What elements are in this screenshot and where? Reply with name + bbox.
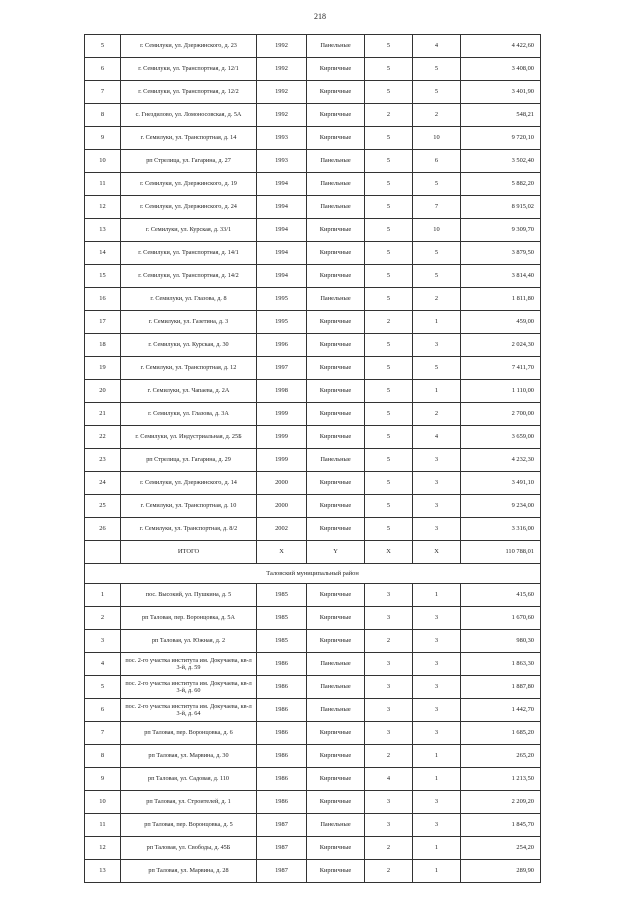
material-cell: Кирпичные: [307, 607, 365, 630]
entrances-cell: 2: [413, 403, 461, 426]
row-number: 4: [85, 653, 121, 676]
entrances-cell: 1: [413, 768, 461, 791]
address-cell: г. Семилуки, ул. Транспортная, д. 10: [121, 495, 257, 518]
floors-cell: 5: [365, 380, 413, 403]
year-cell: 1985: [257, 607, 307, 630]
area-cell: 5 882,20: [461, 173, 541, 196]
address-cell: г. Семилуки, ул. Дзержинского, д. 14: [121, 472, 257, 495]
year-cell: 1985: [257, 584, 307, 607]
floors-cell: 3: [365, 676, 413, 699]
table-row: [85, 127, 541, 150]
table-row: [85, 58, 541, 81]
entrances-cell: 3: [413, 791, 461, 814]
floors-cell: 5: [365, 173, 413, 196]
address-cell: г. Семилуки, ул. Дзержинского, д. 23: [121, 35, 257, 58]
floors-cell: 3: [365, 653, 413, 676]
material-cell: Кирпичные: [307, 791, 365, 814]
year-cell: 1986: [257, 699, 307, 722]
year-cell: 1992: [257, 58, 307, 81]
area-cell: 1 110,00: [461, 380, 541, 403]
row-number: 25: [85, 495, 121, 518]
material-cell: Кирпичные: [307, 518, 365, 541]
table-row: [85, 630, 541, 653]
year-cell: 1994: [257, 173, 307, 196]
table-row: [85, 288, 541, 311]
address-cell: г. Семилуки, ул. Индустриальная, д. 25Б: [121, 426, 257, 449]
area-cell: 9 309,70: [461, 219, 541, 242]
year-cell: 2000: [257, 472, 307, 495]
area-cell: 9 720,10: [461, 127, 541, 150]
entrances-cell: 1: [413, 860, 461, 883]
table-row: [85, 814, 541, 837]
year-cell: 1987: [257, 860, 307, 883]
material-cell: Кирпичные: [307, 58, 365, 81]
area-cell: 459,00: [461, 311, 541, 334]
total-empty: [85, 541, 121, 564]
address-cell: г. Семилуки, ул. Чапаева, д. 2А: [121, 380, 257, 403]
area-cell: 3 316,00: [461, 518, 541, 541]
material-cell: Кирпичные: [307, 768, 365, 791]
table-row: [85, 35, 541, 58]
entrances-cell: 5: [413, 357, 461, 380]
year-cell: 1987: [257, 814, 307, 837]
area-cell: 1 213,50: [461, 768, 541, 791]
table-row: [85, 860, 541, 883]
address-cell: с. Гнездилово, ул. Ломоносовская, д. 5А: [121, 104, 257, 127]
material-cell: Кирпичные: [307, 630, 365, 653]
address-cell: рп Таловая, пер. Воронцовка, д. 6: [121, 722, 257, 745]
area-cell: 1 845,70: [461, 814, 541, 837]
row-number: 9: [85, 127, 121, 150]
area-cell: 2 024,30: [461, 334, 541, 357]
material-cell: Кирпичные: [307, 495, 365, 518]
table-row: [85, 584, 541, 607]
area-cell: 3 879,50: [461, 242, 541, 265]
material-cell: Кирпичные: [307, 265, 365, 288]
year-cell: 1993: [257, 150, 307, 173]
material-cell: Панельные: [307, 173, 365, 196]
floors-cell: 3: [365, 814, 413, 837]
address-cell: г. Семилуки, ул. Транспортная, д. 12/1: [121, 58, 257, 81]
table-row: [85, 242, 541, 265]
row-number: 10: [85, 150, 121, 173]
material-cell: Кирпичные: [307, 81, 365, 104]
entrances-cell: 6: [413, 150, 461, 173]
address-cell: пос. 2-го участка института им. Докучаева, кв-л 3-й, д. 59: [121, 653, 257, 676]
year-cell: 1999: [257, 403, 307, 426]
table-row: [85, 472, 541, 495]
floors-cell: 5: [365, 357, 413, 380]
table-row: [85, 426, 541, 449]
address-cell: пос. Высокий, ул. Пушкина, д. 5: [121, 584, 257, 607]
material-cell: Панельные: [307, 676, 365, 699]
material-cell: Кирпичные: [307, 837, 365, 860]
year-cell: 1987: [257, 837, 307, 860]
page-number: 218: [314, 12, 326, 21]
entrances-cell: 10: [413, 127, 461, 150]
row-number: 8: [85, 745, 121, 768]
table-row: [85, 791, 541, 814]
year-cell: 1994: [257, 219, 307, 242]
floors-cell: 5: [365, 150, 413, 173]
area-cell: 1 887,80: [461, 676, 541, 699]
section-row: [85, 564, 541, 584]
total-entrances: X: [413, 541, 461, 564]
year-cell: 1997: [257, 357, 307, 380]
area-cell: 9 234,00: [461, 495, 541, 518]
year-cell: 1986: [257, 722, 307, 745]
total-floors: X: [365, 541, 413, 564]
material-cell: Кирпичные: [307, 426, 365, 449]
entrances-cell: 2: [413, 288, 461, 311]
floors-cell: 5: [365, 449, 413, 472]
address-cell: г. Семилуки, ул. Глазова, д. 8: [121, 288, 257, 311]
address-cell: г. Семилуки, ул. Дзержинского, д. 19: [121, 173, 257, 196]
entrances-cell: 1: [413, 745, 461, 768]
material-cell: Кирпичные: [307, 104, 365, 127]
table-row: [85, 676, 541, 699]
floors-cell: 5: [365, 219, 413, 242]
table-row: [85, 699, 541, 722]
entrances-cell: 3: [413, 814, 461, 837]
row-number: 12: [85, 196, 121, 219]
row-number: 22: [85, 426, 121, 449]
entrances-cell: 7: [413, 196, 461, 219]
row-number: 8: [85, 104, 121, 127]
table-row: [85, 81, 541, 104]
year-cell: 1994: [257, 242, 307, 265]
row-number: 12: [85, 837, 121, 860]
row-number: 24: [85, 472, 121, 495]
row-number: 15: [85, 265, 121, 288]
entrances-cell: 5: [413, 173, 461, 196]
total-area: 110 788,01: [461, 541, 541, 564]
area-cell: 1 442,70: [461, 699, 541, 722]
area-cell: 415,60: [461, 584, 541, 607]
floors-cell: 5: [365, 81, 413, 104]
row-number: 6: [85, 699, 121, 722]
area-cell: 289,90: [461, 860, 541, 883]
entrances-cell: 3: [413, 722, 461, 745]
material-cell: Кирпичные: [307, 860, 365, 883]
floors-cell: 3: [365, 791, 413, 814]
floors-cell: 5: [365, 127, 413, 150]
area-cell: 3 408,00: [461, 58, 541, 81]
area-cell: 265,20: [461, 745, 541, 768]
table-row: [85, 265, 541, 288]
address-cell: пос. 2-го участка института им. Докучаева, кв-л 3-й, д. 60: [121, 676, 257, 699]
year-cell: 1992: [257, 35, 307, 58]
table-row: [85, 173, 541, 196]
row-number: 20: [85, 380, 121, 403]
row-number: 21: [85, 403, 121, 426]
address-cell: рп Таловая, ул. Строителей, д. 1: [121, 791, 257, 814]
entrances-cell: 3: [413, 653, 461, 676]
row-number: 7: [85, 722, 121, 745]
floors-cell: 5: [365, 288, 413, 311]
material-cell: Кирпичные: [307, 311, 365, 334]
area-cell: 1 811,80: [461, 288, 541, 311]
table-row: [85, 837, 541, 860]
row-number: 23: [85, 449, 121, 472]
entrances-cell: 3: [413, 676, 461, 699]
area-cell: 4 232,30: [461, 449, 541, 472]
area-cell: 2 700,00: [461, 403, 541, 426]
area-cell: 548,21: [461, 104, 541, 127]
material-cell: Панельные: [307, 35, 365, 58]
floors-cell: 5: [365, 58, 413, 81]
material-cell: Кирпичные: [307, 334, 365, 357]
area-cell: 3 401,90: [461, 81, 541, 104]
year-cell: 1994: [257, 265, 307, 288]
year-cell: 1986: [257, 653, 307, 676]
material-cell: Панельные: [307, 150, 365, 173]
material-cell: Панельные: [307, 653, 365, 676]
floors-cell: 5: [365, 472, 413, 495]
material-cell: Панельные: [307, 449, 365, 472]
table-row: [85, 653, 541, 676]
table-row: [85, 449, 541, 472]
entrances-cell: 3: [413, 518, 461, 541]
year-cell: 1986: [257, 745, 307, 768]
address-cell: г. Семилуки, ул. Курская, д. 30: [121, 334, 257, 357]
section-title: Таловский муниципальный район: [85, 564, 541, 584]
entrances-cell: 2: [413, 104, 461, 127]
floors-cell: 5: [365, 242, 413, 265]
floors-cell: 4: [365, 768, 413, 791]
material-cell: Панельные: [307, 196, 365, 219]
entrances-cell: 1: [413, 584, 461, 607]
row-number: 11: [85, 173, 121, 196]
entrances-cell: 3: [413, 630, 461, 653]
floors-cell: 3: [365, 699, 413, 722]
entrances-cell: 1: [413, 380, 461, 403]
floors-cell: 2: [365, 311, 413, 334]
entrances-cell: 5: [413, 242, 461, 265]
year-cell: 2000: [257, 495, 307, 518]
area-cell: 1 685,20: [461, 722, 541, 745]
entrances-cell: 3: [413, 495, 461, 518]
address-cell: г. Семилуки, ул. Транспортная, д. 12: [121, 357, 257, 380]
address-cell: г. Семилуки, ул. Транспортная, д. 14: [121, 127, 257, 150]
entrances-cell: 4: [413, 426, 461, 449]
address-cell: г. Семилуки, ул. Дзержинского, д. 24: [121, 196, 257, 219]
area-cell: 1 670,60: [461, 607, 541, 630]
row-number: 13: [85, 219, 121, 242]
entrances-cell: 1: [413, 837, 461, 860]
table-row: [85, 768, 541, 791]
address-cell: рп Таловая, ул. Свободы, д. 45Б: [121, 837, 257, 860]
row-number: 3: [85, 630, 121, 653]
address-cell: рп Таловая, ул. Марвина, д. 28: [121, 860, 257, 883]
area-cell: 2 209,20: [461, 791, 541, 814]
table-row: [85, 150, 541, 173]
row-number: 2: [85, 607, 121, 630]
material-cell: Кирпичные: [307, 127, 365, 150]
total-row: [85, 541, 541, 564]
year-cell: 1999: [257, 426, 307, 449]
table-row: [85, 219, 541, 242]
row-number: 9: [85, 768, 121, 791]
table-row: [85, 196, 541, 219]
address-cell: г. Семилуки, ул. Глазова, д. 3А: [121, 403, 257, 426]
address-cell: г. Семилуки, ул. Газетина, д. 3: [121, 311, 257, 334]
year-cell: 1986: [257, 676, 307, 699]
area-cell: 4 422,60: [461, 35, 541, 58]
row-number: 10: [85, 791, 121, 814]
year-cell: 1993: [257, 127, 307, 150]
table-row: [85, 722, 541, 745]
floors-cell: 5: [365, 495, 413, 518]
address-cell: г. Семилуки, ул. Транспортная, д. 14/1: [121, 242, 257, 265]
year-cell: 1992: [257, 104, 307, 127]
address-cell: рп Стрелица, ул. Гагарина, д. 29: [121, 449, 257, 472]
table-row: [85, 311, 541, 334]
material-cell: Кирпичные: [307, 242, 365, 265]
floors-cell: 3: [365, 584, 413, 607]
address-cell: рп Таловая, пер. Воронцовка, д. 5: [121, 814, 257, 837]
area-cell: 980,30: [461, 630, 541, 653]
row-number: 16: [85, 288, 121, 311]
year-cell: 1985: [257, 630, 307, 653]
row-number: 26: [85, 518, 121, 541]
entrances-cell: 5: [413, 58, 461, 81]
row-number: 5: [85, 676, 121, 699]
floors-cell: 2: [365, 837, 413, 860]
row-number: 1: [85, 584, 121, 607]
material-cell: Кирпичные: [307, 357, 365, 380]
floors-cell: 2: [365, 745, 413, 768]
total-label: ИТОГО: [121, 541, 257, 564]
material-cell: Кирпичные: [307, 403, 365, 426]
address-cell: г. Семилуки, ул. Транспортная, д. 14/2: [121, 265, 257, 288]
row-number: 14: [85, 242, 121, 265]
year-cell: 2002: [257, 518, 307, 541]
floors-cell: 2: [365, 104, 413, 127]
year-cell: 1992: [257, 81, 307, 104]
entrances-cell: 5: [413, 81, 461, 104]
area-cell: 1 863,30: [461, 653, 541, 676]
material-cell: Панельные: [307, 288, 365, 311]
table-row: [85, 518, 541, 541]
entrances-cell: 3: [413, 607, 461, 630]
table-row: [85, 745, 541, 768]
address-cell: рп Таловая, ул. Марвина, д. 30: [121, 745, 257, 768]
row-number: 6: [85, 58, 121, 81]
row-number: 13: [85, 860, 121, 883]
entrances-cell: 3: [413, 699, 461, 722]
entrances-cell: 4: [413, 35, 461, 58]
floors-cell: 3: [365, 722, 413, 745]
material-cell: Панельные: [307, 814, 365, 837]
floors-cell: 5: [365, 196, 413, 219]
entrances-cell: 1: [413, 311, 461, 334]
address-cell: рп Таловая, ул. Южная, д. 2: [121, 630, 257, 653]
floors-cell: 2: [365, 630, 413, 653]
floors-cell: 3: [365, 607, 413, 630]
row-number: 7: [85, 81, 121, 104]
table-row: [85, 380, 541, 403]
area-cell: 254,20: [461, 837, 541, 860]
table-row: [85, 403, 541, 426]
table-row: [85, 495, 541, 518]
row-number: 18: [85, 334, 121, 357]
year-cell: 1995: [257, 288, 307, 311]
row-number: 19: [85, 357, 121, 380]
material-cell: Кирпичные: [307, 584, 365, 607]
row-number: 5: [85, 35, 121, 58]
entrances-cell: 10: [413, 219, 461, 242]
address-cell: рп Стрелица, ул. Гагарина, д. 27: [121, 150, 257, 173]
address-cell: пос. 2-го участка института им. Докучаева, кв-л 3-й, д. 64: [121, 699, 257, 722]
floors-cell: 5: [365, 403, 413, 426]
entrances-cell: 3: [413, 472, 461, 495]
total-year: X: [257, 541, 307, 564]
address-cell: г. Семилуки, ул. Курская, д. 33/1: [121, 219, 257, 242]
material-cell: Кирпичные: [307, 745, 365, 768]
year-cell: 1994: [257, 196, 307, 219]
material-cell: Кирпичные: [307, 380, 365, 403]
address-cell: рп Таловая, ул. Садовая, д. 110: [121, 768, 257, 791]
entrances-cell: 3: [413, 449, 461, 472]
area-cell: 3 659,00: [461, 426, 541, 449]
area-cell: 7 411,70: [461, 357, 541, 380]
floors-cell: 5: [365, 35, 413, 58]
area-cell: 8 915,02: [461, 196, 541, 219]
area-cell: 3 814,40: [461, 265, 541, 288]
entrances-cell: 3: [413, 334, 461, 357]
table-row: [85, 104, 541, 127]
material-cell: Панельные: [307, 699, 365, 722]
area-cell: 3 491,10: [461, 472, 541, 495]
table-row: [85, 607, 541, 630]
area-cell: 3 502,40: [461, 150, 541, 173]
material-cell: Кирпичные: [307, 722, 365, 745]
material-cell: Кирпичные: [307, 472, 365, 495]
year-cell: 1996: [257, 334, 307, 357]
address-cell: г. Семилуки, ул. Транспортная, д. 8/2: [121, 518, 257, 541]
address-cell: рп Таловая, пер. Воронцовка, д. 5А: [121, 607, 257, 630]
table-row: [85, 357, 541, 380]
address-cell: г. Семилуки, ул. Транспортная, д. 12/2: [121, 81, 257, 104]
floors-cell: 5: [365, 265, 413, 288]
total-material: Y: [307, 541, 365, 564]
floors-cell: 5: [365, 518, 413, 541]
material-cell: Кирпичные: [307, 219, 365, 242]
year-cell: 1999: [257, 449, 307, 472]
year-cell: 1986: [257, 768, 307, 791]
entrances-cell: 5: [413, 265, 461, 288]
year-cell: 1986: [257, 791, 307, 814]
floors-cell: 2: [365, 860, 413, 883]
floors-cell: 5: [365, 334, 413, 357]
floors-cell: 5: [365, 426, 413, 449]
housing-table: [84, 34, 541, 883]
table-row: [85, 334, 541, 357]
row-number: 11: [85, 814, 121, 837]
year-cell: 1995: [257, 311, 307, 334]
year-cell: 1998: [257, 380, 307, 403]
row-number: 17: [85, 311, 121, 334]
